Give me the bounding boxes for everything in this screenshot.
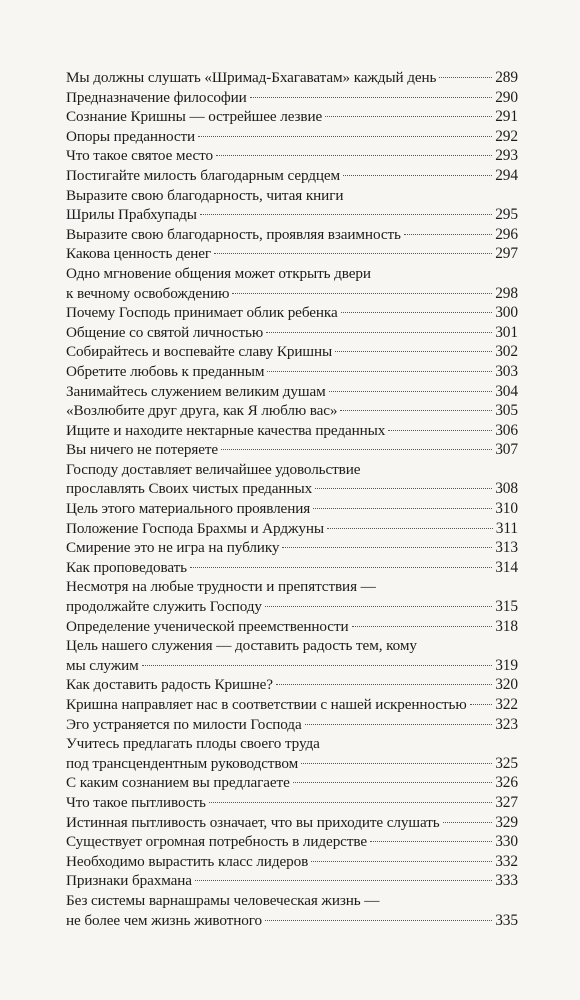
toc-entry-row [66,88,518,108]
toc-entry-title: Смирение это не игра на публику [66,539,280,557]
toc-entry-row [66,695,518,715]
dot-leader [216,155,492,156]
dot-leader [265,606,492,607]
toc-entry-title: Постигайте милость благодарным сердцем [66,166,341,184]
toc-entry-row [66,342,518,362]
toc-entry [66,362,518,382]
toc-entry-title: Мы должны слушать «Шримад-Бхагаватам» каждый день [66,69,437,86]
toc-entry [66,68,518,88]
dot-leader [209,802,492,803]
toc-entry-row [66,107,518,127]
dot-leader [443,822,493,823]
toc-entry [66,715,518,735]
toc-entry-row [66,401,518,421]
toc-entry-title: Что такое пытливость [66,793,206,811]
toc-entry-title-line: Одно мгновение общения может открыть двери [66,264,371,282]
toc-entry-row [66,911,518,931]
toc-entry [66,421,518,441]
toc-entry [66,499,518,519]
toc-entry-title: Занимайтесь служением великим душам [66,382,326,400]
dot-leader [329,391,493,392]
toc-entry-title: Эго устраняется по милости Господа [66,715,302,733]
toc-entry-row [66,382,518,402]
toc-entry-title-line: Цель нашего служения — доставить радость тем, кому [66,637,417,655]
dot-leader [293,782,492,783]
toc-entry-title: Обретите любовь к преданным [66,362,265,380]
toc-entry-title: Определение ученической преемственности [66,617,349,635]
dot-leader [352,626,493,627]
toc-entry-title: Признаки брахмана [66,872,192,890]
toc-entry-row [66,440,518,460]
toc-page-number: 323 [495,715,518,733]
toc-entry [66,146,518,166]
toc-page-number: 319 [495,656,518,674]
dot-leader [341,312,493,313]
toc-entry-row [66,793,518,813]
toc-page-number: 308 [495,480,518,498]
toc-page-number: 296 [495,225,518,243]
dot-leader [214,253,492,254]
toc-entry-row [66,166,518,186]
toc-entry [66,186,518,225]
toc-entry-title: Существует огромная потребность в лидерстве [66,833,367,851]
toc-entry [66,538,518,558]
toc-entry-row [66,754,518,774]
dot-leader [301,763,492,764]
toc-entry-title: Ищите и находите нектарные качества преданных [66,421,386,439]
dot-leader [250,97,493,98]
toc-page-number: 307 [495,441,518,459]
toc-entry-title: Вы ничего не потеряете [66,441,219,459]
toc-page-number: 304 [495,382,518,400]
toc-entry-title: продолжайте служить Господу [66,598,262,616]
toc-entry [66,127,518,147]
dot-leader [388,430,492,431]
toc-entry-title: к вечному освобождению [66,284,230,302]
toc-entry-row [66,617,518,637]
dot-leader [190,567,492,568]
toc-entry-row [66,362,518,382]
toc-entry-title: Кришна направляет нас в соответствии с нашей искренностью [66,696,467,713]
toc-entry-row [66,225,518,245]
dot-leader [313,508,492,509]
toc-entry-title-line: Учитесь предлагать плоды своего труда [66,735,320,753]
toc-page-number: 320 [495,676,518,694]
toc-entry-title: прославлять Своих чистых преданных [66,480,313,498]
toc-entry [66,166,518,186]
toc-page-number: 302 [495,343,518,361]
toc-entry-row [66,479,518,499]
toc-entry-row [66,146,518,166]
toc-entry-row [66,813,518,833]
toc-entry-title: Как проповедовать [66,558,188,576]
toc-entry-row [66,244,518,264]
toc-entry [66,558,518,578]
toc-entry-title: Цель этого материального проявления [66,500,311,518]
dot-leader [142,665,493,666]
toc-entry-title-line: Выразите свою благодарность, читая книги [66,186,344,204]
dot-leader [325,116,492,117]
toc-entry-row [66,675,518,695]
toc-entry [66,519,518,539]
dot-leader [276,684,492,685]
dot-leader [267,371,492,372]
toc-page-number: 298 [495,284,518,302]
toc-entry-row [66,832,518,852]
toc-page-number: 333 [495,872,518,890]
toc-entry-title: мы служим [66,656,139,674]
toc-entry-title: не более чем жизнь животного [66,911,262,929]
toc-entry-title: под трансцендентным руководством [66,754,299,772]
toc-entry [66,225,518,245]
toc-entry [66,440,518,460]
toc-entry-row [66,656,518,676]
dot-leader [340,410,492,411]
table-of-contents [66,68,518,930]
toc-entry-title: Почему Господь принимает облик ребенка [66,304,338,322]
toc-page-number: 335 [495,911,518,929]
toc-page-number: 332 [495,852,518,870]
toc-entry-title: Собирайтесь и воспевайте славу Кришны [66,343,333,361]
toc-page-number: 290 [495,88,518,106]
toc-page-number: 315 [495,598,518,616]
toc-entry [66,88,518,108]
dot-leader [221,449,492,450]
toc-entry [66,382,518,402]
toc-entry [66,264,518,303]
toc-page-number: 294 [495,166,518,184]
toc-entry-row [66,871,518,891]
dot-leader [335,351,492,352]
toc-page-number: 314 [495,558,518,576]
toc-entry [66,244,518,264]
dot-leader [470,704,493,705]
toc-page-number: 289 [495,69,518,86]
toc-entry [66,675,518,695]
toc-page-number: 311 [495,519,518,537]
toc-page-number: 318 [495,617,518,635]
toc-entry-title: Сознание Кришны — острейшее лезвие [66,108,323,126]
toc-entry-row [66,421,518,441]
toc-entry [66,793,518,813]
toc-entry-title: С каким сознанием вы предлагаете [66,774,290,792]
toc-entry-row [66,68,518,88]
dot-leader [195,880,492,881]
toc-entry-title: Необходимо вырастить класс лидеров [66,852,309,870]
dot-leader [282,547,492,548]
toc-page-number: 300 [495,304,518,322]
toc-entry [66,773,518,793]
toc-entry [66,891,518,930]
toc-entry [66,577,518,616]
toc-entry-title: «Возлюбите друг друга, как Я люблю вас» [66,402,338,420]
toc-entry [66,460,518,499]
toc-page-number: 305 [495,402,518,420]
dot-leader [439,77,492,78]
toc-entry-row [66,538,518,558]
toc-page-number: 303 [495,362,518,380]
toc-entry [66,871,518,891]
toc-entry-row [66,303,518,323]
toc-entry [66,636,518,675]
toc-entry-title: Предназначение философии [66,88,247,106]
toc-page-number: 293 [495,147,518,165]
toc-entry-row [66,499,518,519]
toc-entry [66,107,518,127]
dot-leader [305,724,493,725]
toc-page-number: 292 [495,127,518,145]
toc-entry-row [66,284,518,304]
dot-leader [315,488,492,489]
toc-page-number: 322 [495,696,518,713]
toc-entry-row [66,773,518,793]
toc-entry [66,734,518,773]
toc-entry-title: Общение со святой личностью [66,323,264,341]
toc-page-number: 327 [495,793,518,811]
toc-entry-title-line: Господу доставляет величайшее удовольствие [66,460,361,478]
toc-entry [66,617,518,637]
toc-entry-title: Что такое святое место [66,147,213,165]
dot-leader [343,175,492,176]
toc-entry-title: Как доставить радость Кришне? [66,676,273,694]
toc-entry-row [66,519,518,539]
dot-leader [266,332,492,333]
toc-entry-row [66,558,518,578]
toc-entry-title-line: Несмотря на любые трудности и препятствия — [66,578,376,596]
toc-entry [66,695,518,715]
toc-entry-title: Какова ценность денег [66,245,212,263]
toc-entry [66,852,518,872]
toc-page-number: 313 [495,539,518,557]
dot-leader [370,841,492,842]
dot-leader [265,920,492,921]
dot-leader [404,234,492,235]
dot-leader [327,528,493,529]
toc-entry [66,303,518,323]
toc-page-number: 329 [495,813,518,831]
toc-entry [66,323,518,343]
toc-entry-row [66,127,518,147]
toc-page-number: 291 [495,108,518,126]
toc-entry [66,401,518,421]
toc-page-number: 325 [495,754,518,772]
toc-entry-row [66,205,518,225]
dot-leader [232,293,492,294]
toc-entry-row [66,323,518,343]
toc-entry-title: Истинная пытливость означает, что вы приходите слушать [66,813,440,831]
toc-page-number: 306 [495,421,518,439]
toc-page-number: 310 [495,500,518,518]
toc-entry-row [66,852,518,872]
toc-entry [66,342,518,362]
toc-page-number: 301 [495,323,518,341]
dot-leader [311,861,492,862]
dot-leader [200,214,492,215]
toc-entry-title: Выразите свою благодарность, проявляя взаимность [66,225,401,243]
toc-entry-row [66,715,518,735]
toc-entry-title: Положение Господа Брахмы и Арджуны [66,519,324,537]
toc-entry-title: Шрилы Прабхупады [66,206,197,224]
toc-page-number: 295 [495,206,518,224]
toc-entry-title: Опоры преданности [66,127,196,145]
dot-leader [198,136,492,137]
toc-entry-row [66,597,518,617]
toc-entry [66,813,518,833]
toc-entry-title-line: Без системы варнашрамы человеческая жизнь — [66,891,380,909]
toc-page-number: 326 [495,774,518,792]
toc-page-number: 297 [495,245,518,263]
toc-entry [66,832,518,852]
toc-page-number: 330 [495,833,518,851]
